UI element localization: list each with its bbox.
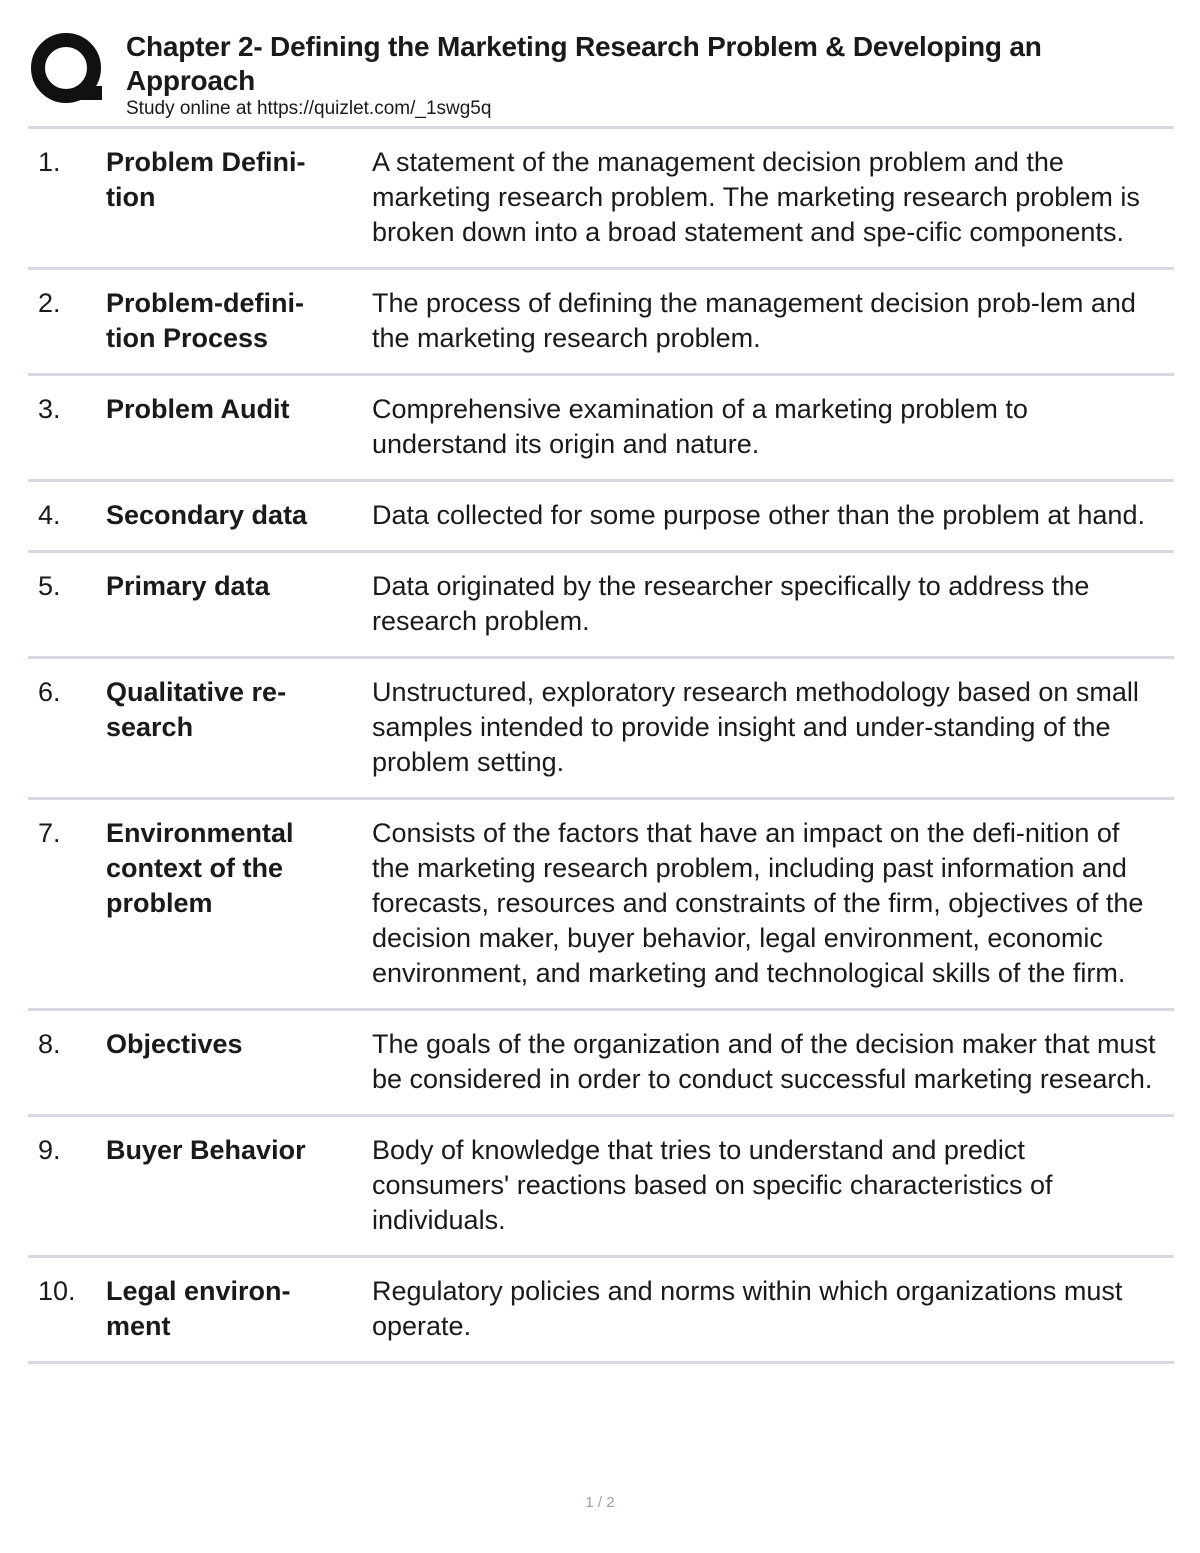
card-definition: Consists of the factors that have an impact on the defi-nition of the marketing research problem, including past information and forecasts, resources and constraints of the firm, objectives of the decision maker, buyer behavior, legal environment, economic environment, and marketing and technological skills of the firm. bbox=[372, 818, 1144, 988]
card-number: 2. bbox=[38, 288, 61, 318]
card-definition: Body of knowledge that tries to understand and predict consumers' reactions based on specific characteristics of individuals. bbox=[372, 1135, 1053, 1235]
card-number: 6. bbox=[38, 677, 61, 707]
card-definition: Comprehensive examination of a marketing problem to understand its origin and nature. bbox=[372, 394, 1028, 459]
flashcard-row bbox=[28, 482, 1174, 553]
card-number: 4. bbox=[38, 500, 61, 530]
card-term: Secondary data bbox=[106, 500, 308, 530]
card-definition: Unstructured, exploratory research methodology based on small samples intended to provide insight and under-standing of the problem setting. bbox=[372, 677, 1139, 777]
page-title: Chapter 2- Defining the Marketing Research Problem & Developing an Approach bbox=[126, 31, 1042, 96]
card-number: 10. bbox=[38, 1276, 76, 1306]
card-number: 9. bbox=[38, 1135, 61, 1165]
card-term: Problem Defini- tion bbox=[106, 147, 306, 212]
flashcard-row bbox=[28, 800, 1174, 1011]
card-term: Legal environ- ment bbox=[106, 1276, 291, 1341]
card-term: Problem-defini- tion Process bbox=[106, 288, 305, 353]
card-definition: Data collected for some purpose other than the problem at hand. bbox=[372, 500, 1145, 530]
page-indicator: 1 / 2 bbox=[585, 1494, 615, 1511]
card-term: Environmental context of the problem bbox=[106, 818, 294, 918]
card-definition: The goals of the organization and of the decision maker that must be considered in order to conduct successful marketing research. bbox=[372, 1029, 1156, 1094]
flashcard-row bbox=[28, 1258, 1174, 1364]
card-number: 7. bbox=[38, 818, 61, 848]
card-definition: Regulatory policies and norms within which organizations must operate. bbox=[372, 1276, 1123, 1341]
title-block bbox=[126, 30, 1176, 120]
card-definition: The process of defining the management decision prob-lem and the marketing research problem. bbox=[372, 288, 1136, 353]
card-term: Primary data bbox=[106, 571, 270, 601]
study-online-link[interactable]: Study online at https://quizlet.com/_1swg5q bbox=[126, 98, 492, 119]
card-term: Buyer Behavior bbox=[106, 1135, 306, 1165]
card-number: 5. bbox=[38, 571, 61, 601]
card-number: 3. bbox=[38, 394, 61, 424]
flashcard-list bbox=[28, 126, 1174, 1364]
card-definition: Data originated by the researcher specifically to address the research problem. bbox=[372, 571, 1090, 636]
flashcard-row bbox=[28, 1117, 1174, 1258]
card-term: Objectives bbox=[106, 1029, 243, 1059]
flashcard-row bbox=[28, 553, 1174, 659]
flashcard-row bbox=[28, 376, 1174, 482]
flashcard-row bbox=[28, 270, 1174, 376]
flashcard-row bbox=[28, 1011, 1174, 1117]
card-number: 1. bbox=[38, 147, 61, 177]
card-term: Qualitative re- search bbox=[106, 677, 287, 742]
card-term: Problem Audit bbox=[106, 394, 290, 424]
quizlet-logo-icon bbox=[30, 32, 106, 108]
card-definition: A statement of the management decision problem and the marketing research problem. The marketing research problem is broken down into a broad statement and spe-cific components. bbox=[372, 147, 1140, 247]
page-header bbox=[28, 26, 1178, 126]
card-number: 8. bbox=[38, 1029, 61, 1059]
flashcard-row bbox=[28, 659, 1174, 800]
flashcard-row bbox=[28, 129, 1174, 270]
